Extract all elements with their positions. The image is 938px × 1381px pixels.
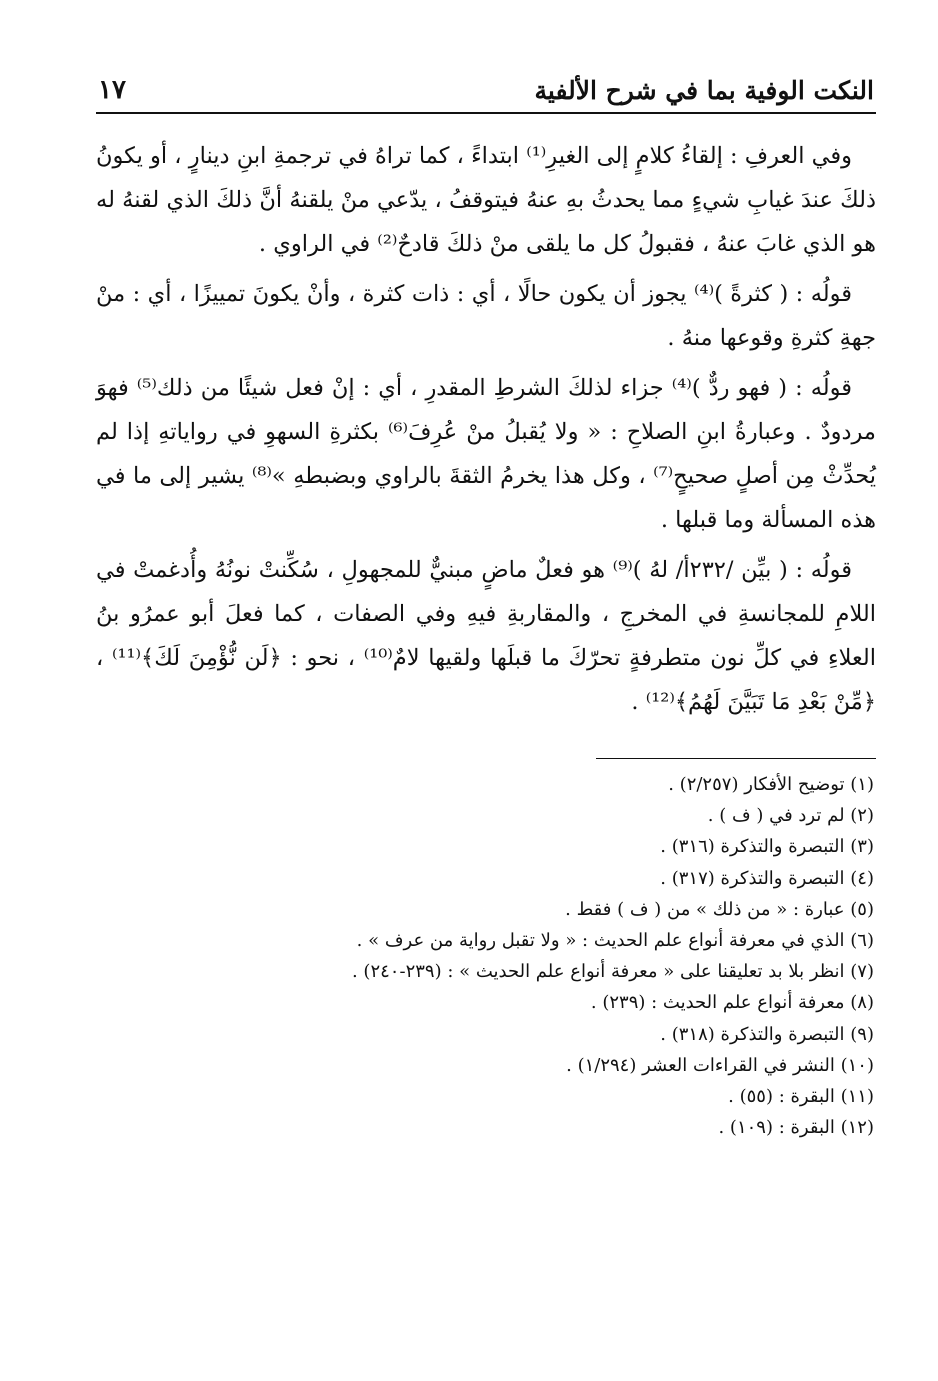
running-title: النكت الوفية بما في شرح الألفية: [534, 76, 874, 105]
footnote: (١) توضيح الأفكار (٢/٢٥٧) .: [668, 774, 874, 795]
footnote: (٩) التبصرة والتذكرة (٣١٨) .: [660, 1023, 874, 1045]
footnote-separator: [596, 758, 876, 759]
page-number: ١٧: [98, 74, 126, 105]
page-header: [96, 58, 876, 114]
footnote: (٥) عبارة : « من ذلك » من ( ف ) فقط .: [565, 898, 874, 920]
footnote: (٤) التبصرة والتذكرة (٣١٧) .: [660, 867, 874, 889]
footnotes-list: [96, 769, 876, 1143]
footnote: (٦) الذي في معرفة أنواع علم الحديث : « ولا تقبل رواية من عرف » .: [356, 930, 874, 952]
footnote: (١٠) النشر في القراءات العشر (١/٢٩٤) .: [566, 1054, 874, 1076]
footnote: (٢) لم ترد في ( ف ) .: [707, 805, 874, 827]
paragraph: قولُه : ( بيِّن /٢٣٢أ/ لهُ )⁽⁹⁾ هو فعلٌ ماضٍ مبنيٌّ للمجهولِ ، سُكِّنتْ نونُهُ وأُدغمتْ في اللامِ للمجانسةِ في المخرجِ ، والمقاربةِ فيهِ وفي الصفات ، كما فعلَ أبو عمرُو بنُ العلاءِ في كلِّ نون متطرفةٍ تحرّكَ ما قبلَها ولقيها لامٌ⁽¹⁰⁾ ، نحو : ﴿لَن نُّؤْمِنَ لَكَ﴾⁽¹¹⁾ ، ﴿مِّنْ بَعْدِ مَا تَبَيَّنَ لَهُمُ﴾⁽¹²⁾ .: [96, 557, 876, 715]
paragraph: قولُه : ( كثرةً )⁽⁴⁾ يجوز أن يكون حالًا ، أي : ذات كثرة ، وأنْ يكونَ تمييزًا ، أي : منْ جهةِ كثرةِ وقوعها منهُ .: [96, 281, 876, 351]
paragraph: قولُه : ( فهو ردٌّ )⁽⁴⁾ جزاء لذلكَ الشرطِ المقدرِ ، أي : إنْ فعل شيئًا من ذلك⁽⁵⁾ فهوَ مردودٌ . وعبارةُ ابنِ الصلاحِ : « ولا يُقبلُ منْ عُرِفَ⁽⁶⁾ بكثرةِ السهوِ في رواياتهِ إذا لم يُحدِّثْ مِن أصلٍ صحيحٍ⁽⁷⁾ ، وكل هذا يخرمُ الثقةَ بالراوي وبضبطهِ »⁽⁸⁾ يشير إلى ما في هذه المسألة وما قبلها .: [96, 375, 876, 533]
main-text: [96, 134, 876, 724]
footnote: (٣) التبصرة والتذكرة (٣١٦) .: [660, 836, 874, 858]
paragraph: وفي العرفِ : إلقاءُ كلامٍ إلى الغيرِ⁽¹⁾ ابتداءً ، كما تراهُ في ترجمةِ ابنِ دينارٍ ، أو يكونُ ذلكَ عندَ غيابِ شيءٍ مما يحدثُ بهِ عنهُ فيتوقفُ ، يدّعي منْ يلقنهُ أنَّ ذلكَ الذي لقنهُ له هو الذي غابَ عنهُ ، فقبولُ كل ما يلقى منْ ذلكَ قادحٌ⁽²⁾ في الراوي .: [96, 143, 876, 257]
footnote: (١١) البقرة : (٥٥) .: [728, 1086, 874, 1108]
footnote: (١٢) البقرة : (١٠٩) .: [718, 1117, 874, 1139]
footnote: (٧) انظر بلا بد تعليقنا على « معرفة أنواع علم الحديث » : (٢٣٩-٢٤٠) .: [351, 961, 874, 983]
footnote: (٨) معرفة أنواع علم الحديث : (٢٣٩) .: [590, 992, 874, 1014]
book-page: [96, 58, 876, 1143]
